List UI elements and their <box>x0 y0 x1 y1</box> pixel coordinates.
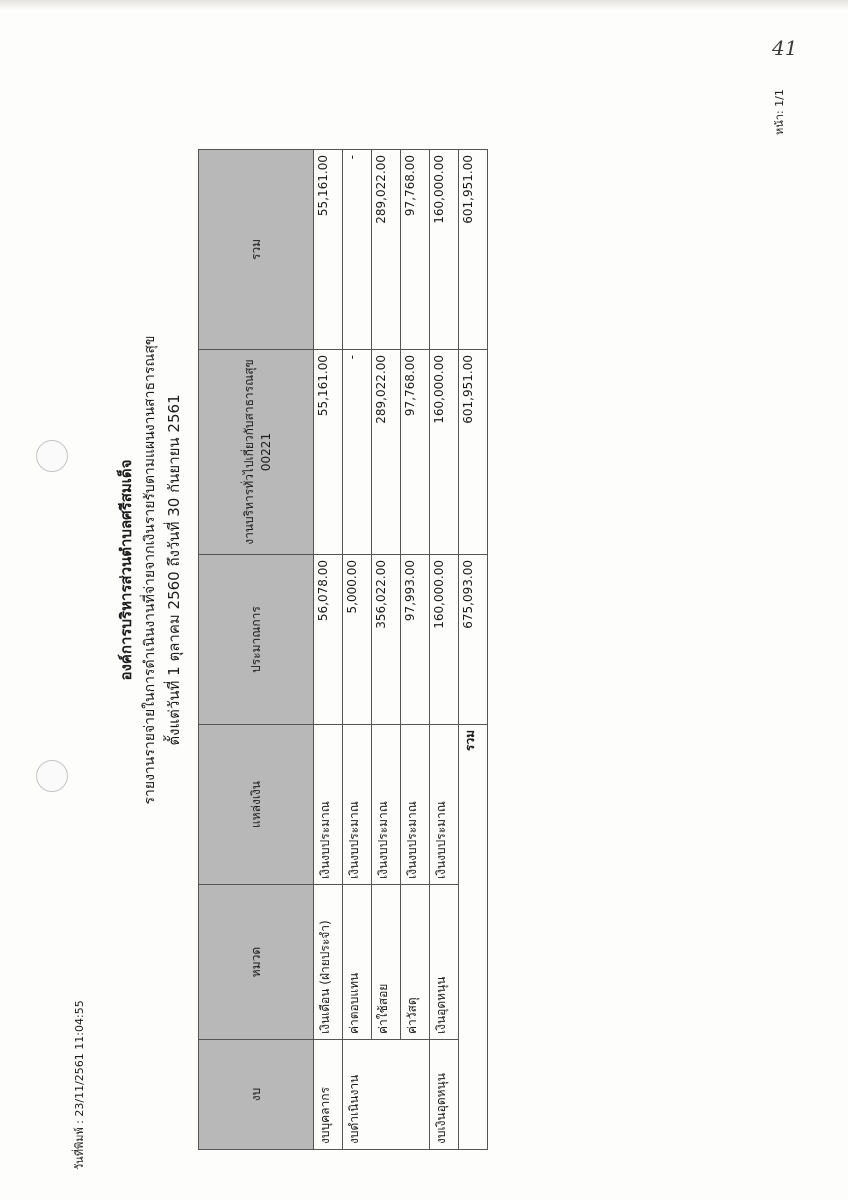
table-row <box>430 150 459 1150</box>
rotated-report-page <box>20 20 828 1180</box>
report-title-block <box>114 260 186 880</box>
org-name: องค์การบริหารส่วนตำบลศรีสมเด็จ <box>117 459 135 681</box>
table-header-row <box>199 150 314 1150</box>
cell-estimate: 160,000.00 <box>430 555 459 725</box>
cell-total: 55,161.00 <box>314 150 343 350</box>
report-period: ตั้งแต่วันที่ 1 ตุลาคม 2560 ถึงวันที่ 30 กันยายน 2561 <box>165 394 183 746</box>
cell-program: 97,768.00 <box>401 350 430 555</box>
col-header-source: แหล่งเงิน <box>199 725 314 885</box>
cell-source: เงินงบประมาณ <box>372 725 401 885</box>
table-row <box>314 150 343 1150</box>
summary-label: รวม <box>459 725 488 1150</box>
cell-category: ค่าวัสดุ <box>401 885 430 1040</box>
cell-category: ค่าใช้สอย <box>372 885 401 1040</box>
cell-estimate: 97,993.00 <box>401 555 430 725</box>
table-row <box>401 150 430 1150</box>
printed-date: วันที่พิมพ์ : 23/11/2561 11:04:55 <box>73 1000 86 1170</box>
cell-source: เงินงบประมาณ <box>401 725 430 885</box>
summary-program: 601,951.00 <box>459 350 488 555</box>
expense-table <box>198 149 488 1150</box>
cell-program: 55,161.00 <box>314 350 343 555</box>
table-summary-row <box>459 150 488 1150</box>
page-number: หน้า: 1/1 <box>773 89 786 135</box>
col-header-category: หมวด <box>199 885 314 1040</box>
cell-program: - <box>343 350 372 555</box>
col-header-estimate: ประมาณการ <box>199 555 314 725</box>
cell-budget: งบบุคลากร <box>314 1040 343 1150</box>
summary-estimate: 675,093.00 <box>459 555 488 725</box>
scan-top-edge <box>0 0 848 10</box>
cell-category: เงินอุดหนุน <box>430 885 459 1040</box>
col-header-budget: งบ <box>199 1040 314 1150</box>
cell-budget: งบเงินอุดหนุน <box>430 1040 459 1150</box>
cell-source: เงินงบประมาณ <box>314 725 343 885</box>
summary-total: 601,951.00 <box>459 150 488 350</box>
cell-total: 97,768.00 <box>401 150 430 350</box>
cell-total: 160,000.00 <box>430 150 459 350</box>
cell-category: เงินเดือน (ฝ่ายประจำ) <box>314 885 343 1040</box>
cell-estimate: 56,078.00 <box>314 555 343 725</box>
cell-total: 289,022.00 <box>372 150 401 350</box>
cell-category: ค่าตอบแทน <box>343 885 372 1040</box>
cell-program: 160,000.00 <box>430 350 459 555</box>
cell-total: - <box>343 150 372 350</box>
report-title: รายงานรายจ่ายในการดำเนินงานที่จ่ายจากเงินรายรับตามแผนงานสาธารณสุข <box>142 335 158 805</box>
cell-estimate: 356,022.00 <box>372 555 401 725</box>
table-row <box>372 150 401 1150</box>
col-header-total: รวม <box>199 150 314 350</box>
table-row <box>343 150 372 1150</box>
cell-estimate: 5,000.00 <box>343 555 372 725</box>
cell-source: เงินงบประมาณ <box>343 725 372 885</box>
handwritten-mark: 41 <box>772 36 798 60</box>
cell-source: เงินงบประมาณ <box>430 725 459 885</box>
col-header-program: งานบริหารทั่วไปเกี่ยวกับสาธารณสุข 00221 <box>199 350 314 555</box>
cell-program: 289,022.00 <box>372 350 401 555</box>
cell-budget: งบดำเนินงาน <box>343 1040 430 1150</box>
